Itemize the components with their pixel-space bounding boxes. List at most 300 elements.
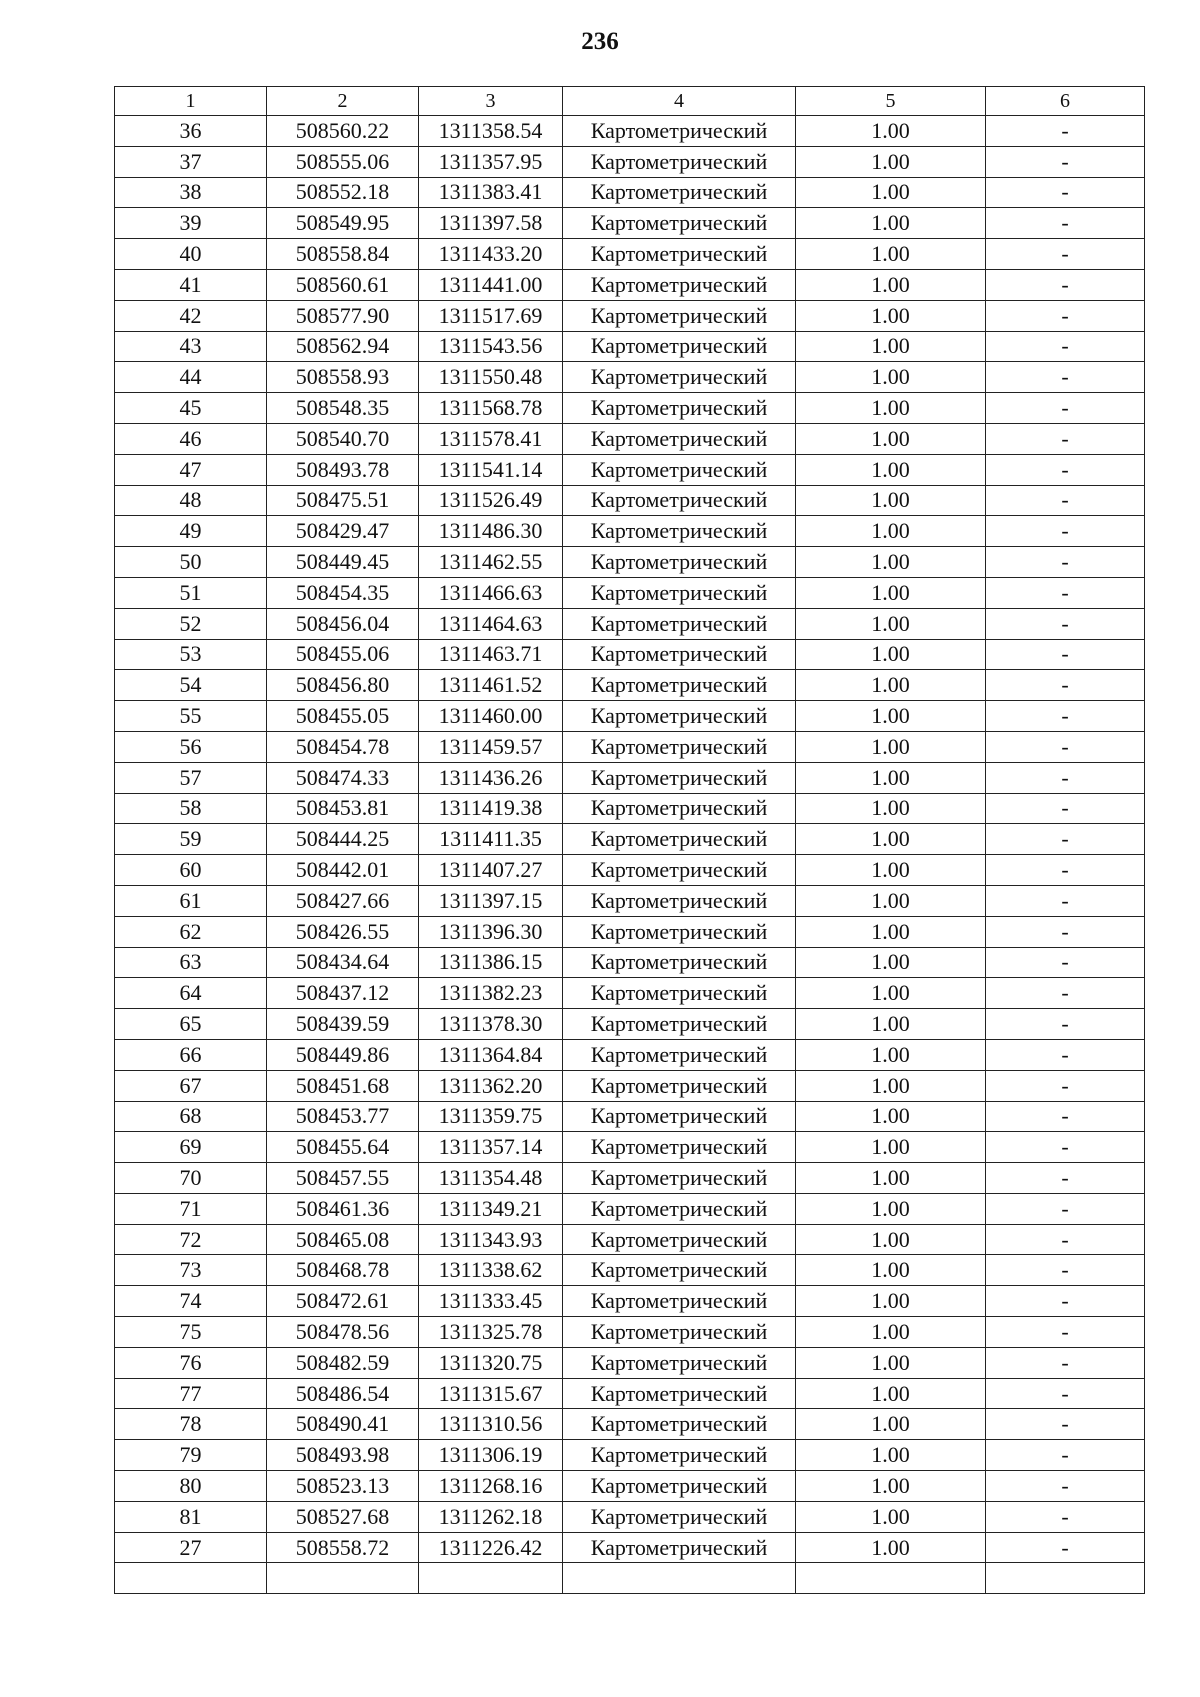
table-row	[115, 1378, 1145, 1409]
coordinate-y-cell: 1311382.23	[419, 978, 563, 1009]
accuracy-cell: 1.00	[796, 670, 986, 701]
point-number-cell: 46	[115, 423, 267, 454]
accuracy-cell: 1.00	[796, 1070, 986, 1101]
coordinate-y-cell: 1311441.00	[419, 269, 563, 300]
method-cell: Картометрический	[563, 762, 796, 793]
accuracy-cell: 1.00	[796, 331, 986, 362]
table-row	[115, 1255, 1145, 1286]
accuracy-cell: 1.00	[796, 146, 986, 177]
coordinate-y-cell: 1311315.67	[419, 1378, 563, 1409]
table-row	[115, 1070, 1145, 1101]
point-number-cell: 56	[115, 731, 267, 762]
accuracy-cell: 1.00	[796, 1471, 986, 1502]
method-cell: Картометрический	[563, 978, 796, 1009]
point-number-cell: 55	[115, 701, 267, 732]
coordinate-y-cell: 1311464.63	[419, 608, 563, 639]
coordinate-y-cell: 1311462.55	[419, 547, 563, 578]
point-number-cell: 50	[115, 547, 267, 578]
accuracy-cell: 1.00	[796, 885, 986, 916]
method-cell: Картометрический	[563, 793, 796, 824]
coordinate-x-cell: 508454.78	[267, 731, 419, 762]
accuracy-cell: 1.00	[796, 1193, 986, 1224]
table-row	[115, 762, 1145, 793]
method-cell: Картометрический	[563, 547, 796, 578]
table-row	[115, 116, 1145, 147]
column-header: 3	[419, 87, 563, 116]
accuracy-cell: 1.00	[796, 239, 986, 270]
coordinate-x-cell: 508454.35	[267, 577, 419, 608]
coordinate-y-cell: 1311268.16	[419, 1471, 563, 1502]
table-row	[115, 608, 1145, 639]
coordinate-y-cell: 1311459.57	[419, 731, 563, 762]
method-cell	[563, 1563, 796, 1594]
coordinate-x-cell: 508453.77	[267, 1101, 419, 1132]
point-number-cell: 38	[115, 177, 267, 208]
note-cell	[986, 1563, 1145, 1594]
accuracy-cell: 1.00	[796, 485, 986, 516]
coordinate-x-cell: 508427.66	[267, 885, 419, 916]
coordinate-y-cell: 1311325.78	[419, 1317, 563, 1348]
note-cell: -	[986, 269, 1145, 300]
table-row	[115, 1563, 1145, 1594]
point-number-cell: 41	[115, 269, 267, 300]
method-cell: Картометрический	[563, 300, 796, 331]
accuracy-cell: 1.00	[796, 1009, 986, 1040]
coordinate-x-cell: 508558.84	[267, 239, 419, 270]
point-number-cell: 80	[115, 1471, 267, 1502]
coordinate-x-cell: 508478.56	[267, 1317, 419, 1348]
point-number-cell: 71	[115, 1193, 267, 1224]
note-cell: -	[986, 916, 1145, 947]
table-row	[115, 1101, 1145, 1132]
note-cell: -	[986, 208, 1145, 239]
accuracy-cell: 1.00	[796, 916, 986, 947]
coordinate-x-cell: 508461.36	[267, 1193, 419, 1224]
accuracy-cell: 1.00	[796, 454, 986, 485]
note-cell: -	[986, 701, 1145, 732]
note-cell: -	[986, 454, 1145, 485]
point-number-cell: 54	[115, 670, 267, 701]
coordinate-y-cell: 1311463.71	[419, 639, 563, 670]
point-number-cell: 78	[115, 1409, 267, 1440]
note-cell: -	[986, 1347, 1145, 1378]
coordinate-x-cell: 508455.06	[267, 639, 419, 670]
point-number-cell: 57	[115, 762, 267, 793]
accuracy-cell: 1.00	[796, 177, 986, 208]
coordinate-y-cell: 1311306.19	[419, 1440, 563, 1471]
coordinate-y-cell: 1311349.21	[419, 1193, 563, 1224]
table-row	[115, 1440, 1145, 1471]
table-row	[115, 423, 1145, 454]
method-cell: Картометрический	[563, 1255, 796, 1286]
coordinate-y-cell: 1311550.48	[419, 362, 563, 393]
method-cell: Картометрический	[563, 1286, 796, 1317]
accuracy-cell: 1.00	[796, 208, 986, 239]
method-cell: Картометрический	[563, 608, 796, 639]
table-row	[115, 577, 1145, 608]
coordinate-x-cell: 508457.55	[267, 1163, 419, 1194]
point-number-cell: 61	[115, 885, 267, 916]
point-number-cell: 76	[115, 1347, 267, 1378]
method-cell: Картометрический	[563, 670, 796, 701]
coordinate-x-cell: 508562.94	[267, 331, 419, 362]
note-cell: -	[986, 1286, 1145, 1317]
accuracy-cell: 1.00	[796, 1286, 986, 1317]
coordinate-y-cell: 1311364.84	[419, 1039, 563, 1070]
table-row	[115, 1009, 1145, 1040]
coordinate-x-cell: 508456.80	[267, 670, 419, 701]
method-cell: Картометрический	[563, 1009, 796, 1040]
method-cell: Картометрический	[563, 1347, 796, 1378]
coordinate-x-cell: 508548.35	[267, 393, 419, 424]
coordinate-x-cell: 508555.06	[267, 146, 419, 177]
point-number-cell: 27	[115, 1532, 267, 1563]
point-number-cell: 59	[115, 824, 267, 855]
table-row	[115, 639, 1145, 670]
accuracy-cell: 1.00	[796, 855, 986, 886]
table-row	[115, 146, 1145, 177]
accuracy-cell: 1.00	[796, 1440, 986, 1471]
coordinate-x-cell: 508426.55	[267, 916, 419, 947]
accuracy-cell: 1.00	[796, 423, 986, 454]
note-cell: -	[986, 1255, 1145, 1286]
point-number-cell: 40	[115, 239, 267, 270]
coordinate-x-cell: 508523.13	[267, 1471, 419, 1502]
note-cell: -	[986, 146, 1145, 177]
point-number-cell: 68	[115, 1101, 267, 1132]
column-header: 4	[563, 87, 796, 116]
coordinate-y-cell: 1311486.30	[419, 516, 563, 547]
method-cell: Картометрический	[563, 1501, 796, 1532]
accuracy-cell: 1.00	[796, 1224, 986, 1255]
accuracy-cell: 1.00	[796, 393, 986, 424]
point-number-cell: 67	[115, 1070, 267, 1101]
method-cell: Картометрический	[563, 1132, 796, 1163]
table-row	[115, 362, 1145, 393]
coordinate-x-cell: 508455.64	[267, 1132, 419, 1163]
note-cell: -	[986, 1317, 1145, 1348]
coordinate-x-cell: 508482.59	[267, 1347, 419, 1378]
accuracy-cell: 1.00	[796, 1532, 986, 1563]
table-row	[115, 547, 1145, 578]
accuracy-cell: 1.00	[796, 1317, 986, 1348]
table-row	[115, 1317, 1145, 1348]
point-number-cell: 74	[115, 1286, 267, 1317]
coordinate-x-cell: 508493.98	[267, 1440, 419, 1471]
table-row	[115, 1347, 1145, 1378]
coordinate-y-cell: 1311359.75	[419, 1101, 563, 1132]
table-row	[115, 269, 1145, 300]
table-row	[115, 485, 1145, 516]
note-cell: -	[986, 577, 1145, 608]
note-cell: -	[986, 1409, 1145, 1440]
point-number-cell: 47	[115, 454, 267, 485]
accuracy-cell: 1.00	[796, 1347, 986, 1378]
table-row	[115, 393, 1145, 424]
coordinate-x-cell: 508455.05	[267, 701, 419, 732]
coordinate-y-cell: 1311310.56	[419, 1409, 563, 1440]
coordinate-x-cell: 508449.86	[267, 1039, 419, 1070]
coordinate-x-cell: 508442.01	[267, 855, 419, 886]
table-row	[115, 1471, 1145, 1502]
method-cell: Картометрический	[563, 146, 796, 177]
coordinate-x-cell: 508451.68	[267, 1070, 419, 1101]
table-row	[115, 516, 1145, 547]
note-cell: -	[986, 947, 1145, 978]
table-row	[115, 177, 1145, 208]
table-row	[115, 300, 1145, 331]
coordinate-y-cell: 1311378.30	[419, 1009, 563, 1040]
coordinate-y-cell: 1311411.35	[419, 824, 563, 855]
method-cell: Картометрический	[563, 331, 796, 362]
point-number-cell: 42	[115, 300, 267, 331]
note-cell: -	[986, 1009, 1145, 1040]
point-number-cell: 36	[115, 116, 267, 147]
table-row	[115, 208, 1145, 239]
note-cell: -	[986, 423, 1145, 454]
note-cell: -	[986, 1224, 1145, 1255]
table-row	[115, 824, 1145, 855]
point-number-cell: 69	[115, 1132, 267, 1163]
note-cell: -	[986, 177, 1145, 208]
coordinate-y-cell: 1311333.45	[419, 1286, 563, 1317]
note-cell: -	[986, 362, 1145, 393]
method-cell: Картометрический	[563, 1163, 796, 1194]
note-cell: -	[986, 516, 1145, 547]
note-cell: -	[986, 639, 1145, 670]
coordinate-x-cell: 508437.12	[267, 978, 419, 1009]
method-cell: Картометрический	[563, 1532, 796, 1563]
table-row	[115, 1409, 1145, 1440]
method-cell: Картометрический	[563, 177, 796, 208]
table-row	[115, 1193, 1145, 1224]
point-number-cell: 64	[115, 978, 267, 1009]
coordinate-x-cell: 508549.95	[267, 208, 419, 239]
coordinate-y-cell: 1311541.14	[419, 454, 563, 485]
accuracy-cell: 1.00	[796, 824, 986, 855]
accuracy-cell: 1.00	[796, 793, 986, 824]
method-cell: Картометрический	[563, 269, 796, 300]
note-cell: -	[986, 855, 1145, 886]
coordinate-y-cell: 1311460.00	[419, 701, 563, 732]
coordinate-x-cell: 508560.61	[267, 269, 419, 300]
method-cell: Картометрический	[563, 1101, 796, 1132]
coordinate-y-cell: 1311226.42	[419, 1532, 563, 1563]
method-cell: Картометрический	[563, 701, 796, 732]
note-cell: -	[986, 1378, 1145, 1409]
note-cell: -	[986, 793, 1145, 824]
coordinate-x-cell: 508540.70	[267, 423, 419, 454]
method-cell: Картометрический	[563, 1409, 796, 1440]
note-cell: -	[986, 547, 1145, 578]
point-number-cell: 52	[115, 608, 267, 639]
method-cell: Картометрический	[563, 885, 796, 916]
point-number-cell: 43	[115, 331, 267, 362]
note-cell: -	[986, 885, 1145, 916]
coordinate-x-cell: 508439.59	[267, 1009, 419, 1040]
coordinate-y-cell: 1311397.58	[419, 208, 563, 239]
table-row	[115, 1286, 1145, 1317]
coordinate-x-cell: 508472.61	[267, 1286, 419, 1317]
coordinate-x-cell: 508468.78	[267, 1255, 419, 1286]
method-cell: Картометрический	[563, 208, 796, 239]
coordinate-x-cell: 508486.54	[267, 1378, 419, 1409]
accuracy-cell: 1.00	[796, 1409, 986, 1440]
accuracy-cell: 1.00	[796, 731, 986, 762]
table-row	[115, 670, 1145, 701]
note-cell: -	[986, 1101, 1145, 1132]
coordinate-y-cell: 1311262.18	[419, 1501, 563, 1532]
point-number-cell: 53	[115, 639, 267, 670]
note-cell: -	[986, 1193, 1145, 1224]
table-row	[115, 1163, 1145, 1194]
point-number-cell: 73	[115, 1255, 267, 1286]
coordinate-x-cell	[267, 1563, 419, 1594]
note-cell: -	[986, 762, 1145, 793]
note-cell: -	[986, 393, 1145, 424]
page-number: 236	[581, 28, 619, 55]
point-number-cell: 70	[115, 1163, 267, 1194]
coordinate-y-cell: 1311578.41	[419, 423, 563, 454]
coordinate-y-cell: 1311386.15	[419, 947, 563, 978]
accuracy-cell: 1.00	[796, 1255, 986, 1286]
coordinate-x-cell: 508475.51	[267, 485, 419, 516]
coordinate-y-cell: 1311396.30	[419, 916, 563, 947]
point-number-cell: 37	[115, 146, 267, 177]
coordinate-y-cell: 1311433.20	[419, 239, 563, 270]
coordinate-x-cell: 508444.25	[267, 824, 419, 855]
coordinate-x-cell: 508456.04	[267, 608, 419, 639]
coordinate-y-cell: 1311466.63	[419, 577, 563, 608]
coordinate-x-cell: 508474.33	[267, 762, 419, 793]
accuracy-cell: 1.00	[796, 701, 986, 732]
coordinate-y-cell: 1311343.93	[419, 1224, 563, 1255]
method-cell: Картометрический	[563, 1317, 796, 1348]
point-number-cell	[115, 1563, 267, 1594]
table-row	[115, 331, 1145, 362]
point-number-cell: 65	[115, 1009, 267, 1040]
accuracy-cell: 1.00	[796, 608, 986, 639]
method-cell: Картометрический	[563, 855, 796, 886]
coordinate-x-cell: 508434.64	[267, 947, 419, 978]
coordinate-x-cell: 508453.81	[267, 793, 419, 824]
accuracy-cell: 1.00	[796, 269, 986, 300]
method-cell: Картометрический	[563, 1070, 796, 1101]
method-cell: Картометрический	[563, 1039, 796, 1070]
note-cell: -	[986, 1532, 1145, 1563]
method-cell: Картометрический	[563, 1440, 796, 1471]
point-number-cell: 48	[115, 485, 267, 516]
accuracy-cell: 1.00	[796, 516, 986, 547]
accuracy-cell: 1.00	[796, 1101, 986, 1132]
point-number-cell: 75	[115, 1317, 267, 1348]
point-number-cell: 51	[115, 577, 267, 608]
method-cell: Картометрический	[563, 731, 796, 762]
point-number-cell: 44	[115, 362, 267, 393]
method-cell: Картометрический	[563, 516, 796, 547]
accuracy-cell	[796, 1563, 986, 1594]
column-header: 2	[267, 87, 419, 116]
coordinate-x-cell: 508558.93	[267, 362, 419, 393]
point-number-cell: 77	[115, 1378, 267, 1409]
table-row	[115, 1224, 1145, 1255]
accuracy-cell: 1.00	[796, 547, 986, 578]
method-cell: Картометрический	[563, 454, 796, 485]
table-header-row	[115, 87, 1145, 116]
coordinate-y-cell: 1311357.14	[419, 1132, 563, 1163]
coordinate-y-cell: 1311320.75	[419, 1347, 563, 1378]
coordinate-x-cell: 508449.45	[267, 547, 419, 578]
note-cell: -	[986, 485, 1145, 516]
coordinate-y-cell: 1311461.52	[419, 670, 563, 701]
coordinate-x-cell: 508558.72	[267, 1532, 419, 1563]
note-cell: -	[986, 1070, 1145, 1101]
accuracy-cell: 1.00	[796, 362, 986, 393]
method-cell: Картометрический	[563, 485, 796, 516]
accuracy-cell: 1.00	[796, 1378, 986, 1409]
coordinate-y-cell: 1311526.49	[419, 485, 563, 516]
table-row	[115, 239, 1145, 270]
point-number-cell: 79	[115, 1440, 267, 1471]
point-number-cell: 45	[115, 393, 267, 424]
note-cell: -	[986, 824, 1145, 855]
coordinate-y-cell: 1311383.41	[419, 177, 563, 208]
method-cell: Картометрический	[563, 1193, 796, 1224]
table-row	[115, 855, 1145, 886]
table-row	[115, 701, 1145, 732]
accuracy-cell: 1.00	[796, 300, 986, 331]
table-row	[115, 1501, 1145, 1532]
coordinates-table	[114, 86, 1145, 1594]
column-header: 6	[986, 87, 1145, 116]
accuracy-cell: 1.00	[796, 1163, 986, 1194]
point-number-cell: 72	[115, 1224, 267, 1255]
note-cell: -	[986, 331, 1145, 362]
method-cell: Картометрический	[563, 393, 796, 424]
method-cell: Картометрический	[563, 916, 796, 947]
note-cell: -	[986, 1132, 1145, 1163]
note-cell: -	[986, 731, 1145, 762]
accuracy-cell: 1.00	[796, 1132, 986, 1163]
note-cell: -	[986, 300, 1145, 331]
note-cell: -	[986, 239, 1145, 270]
accuracy-cell: 1.00	[796, 116, 986, 147]
coordinate-y-cell: 1311543.56	[419, 331, 563, 362]
method-cell: Картометрический	[563, 1378, 796, 1409]
point-number-cell: 60	[115, 855, 267, 886]
coordinate-y-cell: 1311354.48	[419, 1163, 563, 1194]
accuracy-cell: 1.00	[796, 1039, 986, 1070]
point-number-cell: 39	[115, 208, 267, 239]
method-cell: Картометрический	[563, 577, 796, 608]
coordinate-x-cell: 508577.90	[267, 300, 419, 331]
coordinate-x-cell: 508490.41	[267, 1409, 419, 1440]
coordinate-x-cell: 508493.78	[267, 454, 419, 485]
note-cell: -	[986, 1471, 1145, 1502]
method-cell: Картометрический	[563, 1224, 796, 1255]
note-cell: -	[986, 978, 1145, 1009]
table-row	[115, 916, 1145, 947]
accuracy-cell: 1.00	[796, 762, 986, 793]
table-row	[115, 947, 1145, 978]
note-cell: -	[986, 608, 1145, 639]
table-row	[115, 1039, 1145, 1070]
point-number-cell: 58	[115, 793, 267, 824]
column-header: 5	[796, 87, 986, 116]
coordinate-y-cell: 1311397.15	[419, 885, 563, 916]
accuracy-cell: 1.00	[796, 947, 986, 978]
coordinate-y-cell: 1311407.27	[419, 855, 563, 886]
